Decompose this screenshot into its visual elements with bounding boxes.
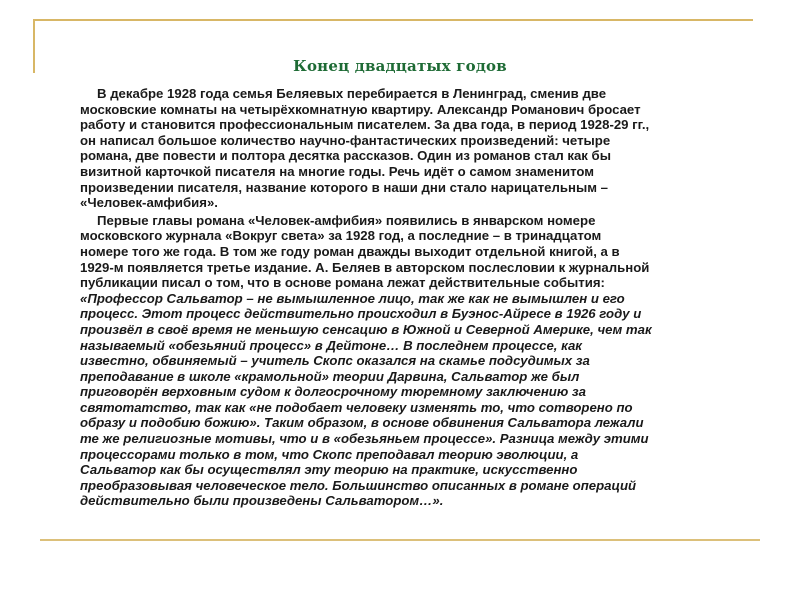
text-line: преподавание в школе «крамольной» теории Дарвина, Сальватор же был xyxy=(80,368,580,384)
text-line: он написал большое количество научно-фантастических произведений: четыре xyxy=(80,132,611,148)
text-line: визитной карточкой писателя на многие годы. Речь идёт о самом знаменитом xyxy=(80,163,594,179)
text-line: номере того же года. В том же году роман дважды выходит отдельной книгой, а в xyxy=(80,243,620,259)
text-line: называемый «обезьяний процесс» в Дейтоне… В последнем процессе, как xyxy=(80,337,582,353)
text-line: известно, обвиняемый – учитель Скопс оказался на скамье подсудимых за xyxy=(80,353,590,369)
text-line: приговорён верховным судом к долгосрочному тюремному заключению за xyxy=(80,384,586,400)
text-line: святотатство, так как «не подобает человеку изменять то, что сотворено по xyxy=(80,399,633,415)
top-decorative-rule xyxy=(33,19,753,21)
slide-body xyxy=(80,86,760,509)
text-line: процессорами только в том, что Скопс преподавал теорию эволюции, а xyxy=(80,446,579,462)
bottom-decorative-rule xyxy=(40,539,760,541)
text-line: процесс. Этот процесс действительно происходил в Буэнос-Айресе в 1926 году и xyxy=(80,306,642,322)
text-line: «Профессор Сальватор – не вымышленное лицо, так же как не вымышлен и его xyxy=(80,290,625,306)
text-line: образу и подобию божию». Таким образом, в основе обвинения Сальватора лежали xyxy=(80,415,644,431)
slide-title: Конец двадцатых годов xyxy=(293,57,507,75)
text-line: московского журнала «Вокруг света» за 1928 год, а последние – в тринадцатом xyxy=(80,228,602,244)
text-line: публикации писал о том, что в основе романа лежат действительные события: xyxy=(80,275,605,291)
text-line: Первые главы романа «Человек-амфибия» появились в январском номере xyxy=(97,212,596,228)
text-line: В декабре 1928 года семья Беляевых перебирается в Ленинград, сменив две xyxy=(97,86,607,101)
text-line: романа, две повести и полтора десятка рассказов. Один из романов стал как бы xyxy=(80,148,611,164)
text-line: преобразовывая человеческое тело. Большинство описанных в романе операций xyxy=(80,477,637,493)
text-line: работу и становится профессиональным писателем. За два года, в период 1928-29 гг., xyxy=(80,117,650,133)
paragraph-1 xyxy=(80,86,760,211)
text-line: «Человек-амфибия». xyxy=(80,195,218,211)
text-line: 1929-м появляется третье издание. А. Беляев в авторском послесловии к журнальной xyxy=(80,259,650,275)
text-line: действительно были произведены Сальватором…». xyxy=(80,493,444,509)
paragraph-2 xyxy=(80,213,760,509)
text-line: те же религиозные мотивы, что и в «обезьяньем процессе». Разница между этими xyxy=(80,431,649,447)
text-line: произвёл в своё время не меньшую сенсацию в Южной и Северной Америке, чем так xyxy=(80,321,652,337)
text-line: произведении писателя, название которого в наши дни стало нарицательным – xyxy=(80,179,608,195)
text-line: Сальватор как бы осуществлял эту теорию на практике, искусственно xyxy=(80,462,578,478)
text-line: московские комнаты на четырёхкомнатную квартиру. Александр Романович бросает xyxy=(80,101,641,117)
